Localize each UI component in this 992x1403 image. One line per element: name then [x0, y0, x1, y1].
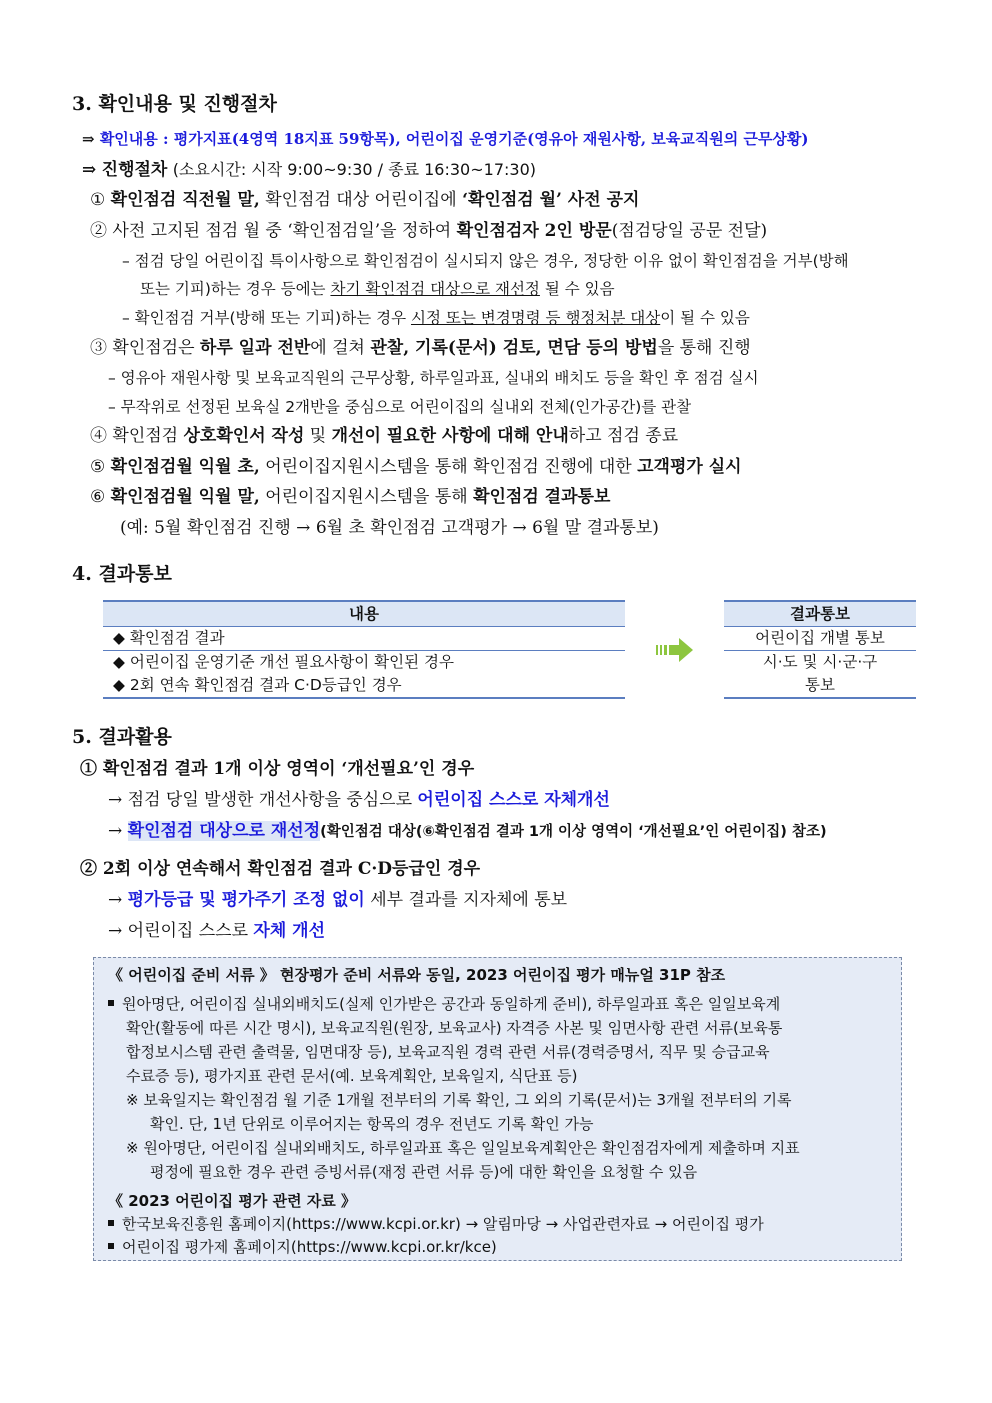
- section-4-title: 4. 결과통보: [72, 563, 172, 585]
- case-text: 세부 결과를 지자체에 통보: [364, 890, 568, 910]
- step-text: 고객평가 실시: [637, 457, 742, 477]
- step-2-detail-2: [140, 276, 615, 302]
- step-2: [90, 218, 767, 244]
- bullet-square-icon: [108, 1000, 114, 1006]
- check-content-text: 확인내용 : 평가지표(4영역 18지표 59항목), 어린이집 운영기준(영유아 재원사항, 보육교직원의 근무상황): [99, 130, 809, 148]
- step-6-example: (예: 5월 확인점검 진행 → 6월 초 확인점검 고객평가 → 6월 말 결과통보): [120, 518, 659, 538]
- right-arrow-icon: [656, 637, 694, 663]
- case-title: 2회 이상 연속해서 확인점검 결과 C·D등급인 경우: [102, 859, 481, 879]
- step-6: [90, 484, 610, 510]
- step-1: [90, 187, 639, 213]
- step-number: ⑥: [90, 487, 106, 507]
- result-notice-table: [724, 600, 916, 699]
- result-cell: 통보: [805, 676, 835, 694]
- case-1-line-1: [108, 787, 610, 813]
- procedure-time: (소요시간: 시작 9:00~9:30 / 종료 16:30~17:30): [172, 160, 536, 179]
- detail-text: 또는 기피)하는 경우 등에는: [140, 280, 331, 298]
- bullet-square-icon: [108, 1243, 114, 1249]
- case-text: → 점검 당일 발생한 개선사항을 중심으로: [108, 790, 418, 810]
- case-2-line-2: [108, 918, 325, 944]
- box-paragraph: 합정보시스템 관련 출력물, 임면대장 등), 보육교직원 경력 관련 서류(경력증명서, 직무 및 승급교육: [126, 1043, 770, 1061]
- result-cell: 시·도 및 시·군·구: [762, 653, 878, 671]
- procedure-label: 진행절차: [101, 160, 168, 180]
- bullet-square-icon: [108, 1220, 114, 1226]
- step-2-detail-1: – 점검 당일 어린이집 특이사항으로 확인점검이 실시되지 않은 경우, 정당한 이유 없이 확인점검을 거부(방해: [122, 252, 849, 270]
- box-paragraph: [108, 993, 780, 1015]
- step-text: 사전 고지된 점검 월 중 ‘확인점검일’을 정하여: [112, 221, 457, 241]
- step-text: 개선이 필요한 사항에 대해 안내: [331, 426, 569, 446]
- box-heading-resources: 《 2023 어린이집 평가 관련 자료 》: [108, 1192, 356, 1210]
- reference-info-box: [93, 957, 902, 1261]
- box-text: 어린이집 평가제 홈페이지(https://www.kcpi.or.kr/kce): [122, 1238, 497, 1256]
- step-text: 확인점검: [112, 426, 184, 446]
- detail-text: 시정 또는 변경명령 등 행정처분 대상: [410, 309, 661, 327]
- box-note: ※ 보육일지는 확인점검 월 기준 1개월 전부터의 기록 확인, 그 외의 기록(문서)는 3개월 전부터의 기록: [126, 1091, 792, 1109]
- detail-text: 차기 확인점검 대상으로 재선정: [330, 280, 540, 298]
- step-text: 확인점검 대상 어린이집에: [259, 190, 463, 210]
- step-text: 관찰, 기록(문서) 검토, 면담 등의 방법: [370, 338, 658, 358]
- table-row: ◆ 2회 연속 확인점검 결과 C·D등급인 경우: [113, 676, 402, 694]
- step-text: 확인점검 직전월 말,: [110, 190, 260, 210]
- case-2-line-1: [108, 887, 567, 913]
- double-arrow-icon: ⇒: [82, 160, 97, 180]
- box-note: 평정에 필요한 경우 관련 증빙서류(재정 관련 서류 등)에 대한 확인을 요청할 수 있음: [150, 1163, 698, 1181]
- double-arrow-icon: ⇒: [82, 130, 95, 148]
- step-2-detail-3: [122, 305, 750, 331]
- case-text: (확인점검 대상(⑥확인점검 결과 1개 이상 영역이 ‘개선필요’인 어린이집) 참조): [320, 824, 827, 840]
- box-note: ※ 원아명단, 어린이집 실내외배치도, 하루일과표 혹은 일일보육계획안은 확인점검자에게 제출하며 지표: [126, 1139, 800, 1157]
- step-text: 어린이집지원시스템을 통해 확인점검 진행에 대한: [259, 457, 638, 477]
- step-text: ‘확인점검 월’ 사전 공지: [462, 190, 640, 210]
- table-row: ◆ 확인점검 결과: [103, 627, 625, 651]
- step-text: 확인점검 결과통보: [473, 487, 611, 507]
- step-number: ①: [90, 190, 106, 210]
- case-text: 평가등급 및 평가주기 조정 없이: [127, 890, 365, 910]
- case-text: → 어린이집 스스로: [108, 921, 254, 941]
- case-number: ②: [80, 859, 97, 879]
- step-3: [90, 335, 751, 361]
- step-text: 어린이집지원시스템을 통해: [259, 487, 474, 507]
- table-row: ◆ 어린이집 운영기준 개선 필요사항이 확인된 경우: [113, 653, 454, 671]
- result-content-table: [103, 600, 625, 699]
- step-text: 확인점검은: [112, 338, 200, 358]
- procedure-line: [82, 157, 536, 183]
- case-number: ①: [80, 759, 97, 779]
- step-text: 에 걸쳐: [310, 338, 371, 358]
- box-note: 확인. 단, 1년 단위로 이루어지는 항목의 경우 전년도 기록 확인 가능: [150, 1115, 594, 1133]
- section-3-title: 3. 확인내용 및 진행절차: [72, 93, 277, 115]
- case-text: 어린이집 스스로 자체개선: [417, 790, 610, 810]
- step-number: ③: [90, 338, 107, 358]
- step-text: 상호확인서 작성: [183, 426, 305, 446]
- case-1-line-2: [108, 818, 827, 845]
- case-2-title: [80, 856, 480, 882]
- step-text: 을 통해 진행: [657, 338, 751, 358]
- case-text: →: [108, 821, 128, 841]
- box-heading-documents: 《 어린이집 준비 서류 》 현장평가 준비 서류와 동일, 2023 어린이집 평가 매뉴얼 31P 참조: [108, 966, 726, 984]
- step-4: [90, 423, 678, 449]
- resource-link: [108, 1236, 497, 1258]
- step-text: 확인점검자 2인 방문: [456, 221, 612, 241]
- step-text: 확인점검월 익월 초,: [110, 457, 260, 477]
- step-text: 하루 일과 전반: [199, 338, 311, 358]
- box-paragraph: 확안(활동에 따른 시간 명시), 보육교직원(원장, 보육교사) 자격증 사본 및 임면사항 관련 서류(보육통: [126, 1019, 783, 1037]
- box-paragraph: 수료증 등), 평가지표 관련 문서(예. 보육계획안, 보육일지, 식단표 등): [126, 1067, 578, 1085]
- resource-link: [108, 1213, 764, 1235]
- detail-text: 될 수 있음: [539, 280, 615, 298]
- case-1-title: [80, 756, 474, 782]
- step-number: ②: [90, 221, 107, 241]
- case-text: 자체 개선: [253, 921, 326, 941]
- step-number: ④: [90, 426, 107, 446]
- detail-text: – 확인점검 거부(방해 또는 기피)하는 경우: [122, 309, 411, 327]
- step-text: 확인점검월 익월 말,: [110, 487, 260, 507]
- step-5: [90, 454, 742, 480]
- step-3-sub-2: – 무작위로 선정된 보육실 2개반을 중심으로 어린이집의 실내외 전체(인가공간)를 관찰: [108, 398, 692, 416]
- step-3-sub-1: – 영유아 재원사항 및 보육교직원의 근무상황, 하루일과표, 실내외 배치도 등을 확인 후 점검 실시: [108, 369, 759, 387]
- table-header-result: 결과통보: [724, 602, 916, 627]
- check-content-line: [82, 126, 808, 152]
- table-header-content: 내용: [103, 602, 625, 627]
- step-text: 및: [304, 426, 332, 446]
- case-title: 확인점검 결과 1개 이상 영역이 ‘개선필요’인 경우: [102, 759, 475, 779]
- box-text: 원아명단, 어린이집 실내외배치도(실제 인가받은 공간과 동일하게 준비), 하루일과표 혹은 일일보육계: [122, 995, 781, 1013]
- case-text: →: [108, 890, 128, 910]
- box-text: 한국보육진흥원 홈페이지(https://www.kcpi.or.kr) → 알림마당 → 사업관련자료 → 어린이집 평가: [122, 1215, 764, 1233]
- step-text: (점검당일 공문 전달): [611, 221, 768, 241]
- detail-text: 이 될 수 있음: [660, 309, 750, 327]
- case-text: 확인점검 대상으로 재선정: [127, 821, 321, 841]
- step-number: ⑤: [90, 457, 106, 477]
- step-text: 하고 점검 종료: [568, 426, 679, 446]
- section-5-title: 5. 결과활용: [72, 726, 172, 748]
- result-cell: 어린이집 개별 통보: [724, 627, 916, 651]
